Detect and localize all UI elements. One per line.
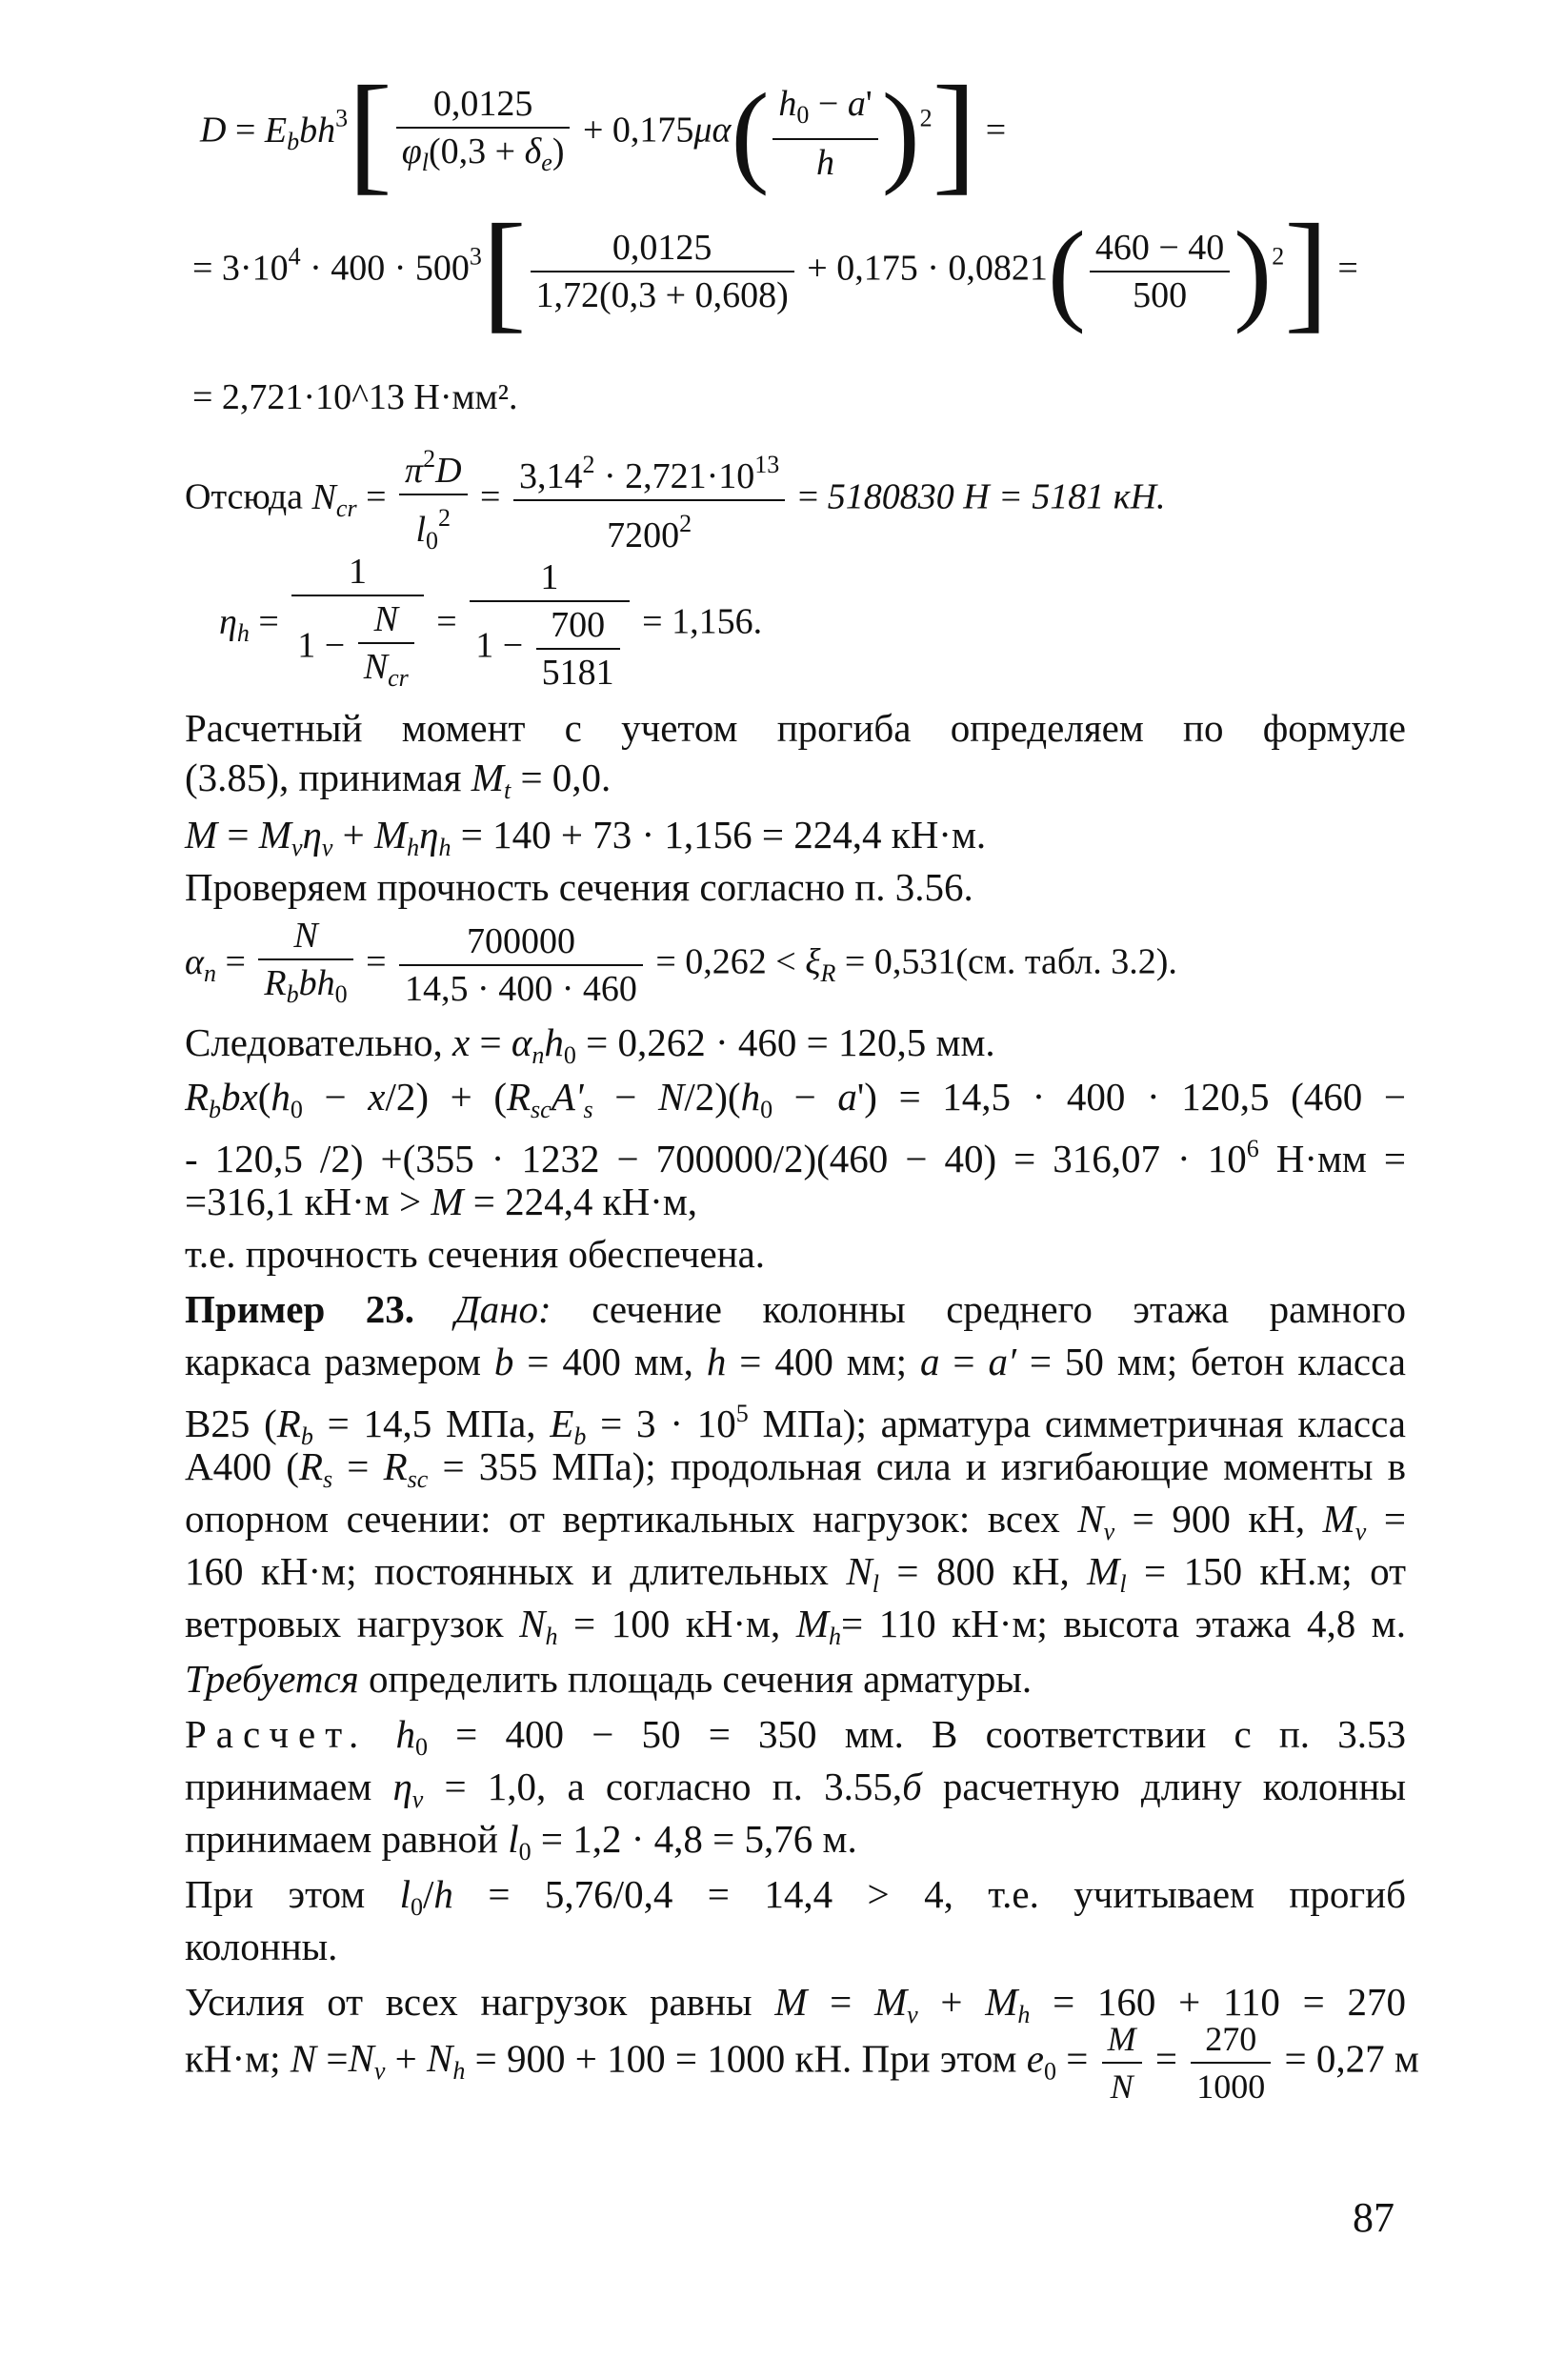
formula-d-result: = 2,721·10^13 Н·мм².: [192, 377, 518, 417]
example-23-l6: 160 кН·м; постоянных и длительных $N_l = 800$ кН, $M_l = 150$ кН.м; от: [185, 1549, 1406, 1598]
example-l1-text: сечение колонны среднего этажа рамного: [592, 1287, 1407, 1331]
calc-l1: Расчет. $h_0 = 400 - 50 = 350$ мм. В соответствии с п. 3.53: [185, 1712, 1406, 1761]
check-strength-line: Проверяем прочность сечения согласно п. 3.56.: [185, 865, 973, 909]
paragraph-moment-l2: (3.85), принимая $M_t = 0,0$.: [185, 756, 612, 804]
example-23-l7: ветровых нагрузок $N_h = 100$ кН·м, $M_h= 110$ кН·м; высота этажа 4,8 м.: [185, 1602, 1406, 1650]
page-number: 87: [1353, 2194, 1394, 2241]
formula-m: $M = M_v\eta_v + M_h\eta_h = 140 + 73 \cdot 1,156 = 224,4$ кН·м.: [185, 813, 987, 861]
calc-l2: принимаем $\eta_v = 1,0$, а согласно п. 3.55,б расчетную длину колонны: [185, 1765, 1406, 1813]
formula-ncr: Отсюда $N_{cr}$ = $\frac{\pi^2D}{l_0^2}$ = $\frac{3,14^2 \cdot 2,721\cdot 10^{13}}{7200^2}$ = 5180830 Н = 5181 кН.: [185, 438, 1166, 562]
example-given: Дано:: [454, 1287, 552, 1331]
formula-eta: $\eta_h$ = 1 1 − N $N_{cr}$ = 1 1 − $\frac{700}{5181}$ = 1,156.: [219, 552, 763, 693]
example-23-l3: В25 ($R_b = 14,5$ МПа, $E_b = 3 \cdot 10^5$ МПа); арматура симметричная класса: [185, 1400, 1407, 1450]
paragraph-moment-l1: Расчетный момент с учетом прогиба определяем по формуле: [185, 706, 1406, 750]
formula-d-definition: $D = E_bbh^3$[ $\frac{0,0125}{\varphi_l(0,3 + \delta_e)}$ + 0,175μα( $\frac{h_0 - a'}{h}$ )$^2$] =: [200, 59, 1007, 207]
example-23-l4: А400 ($R_s = R_{sc} = 355$ МПа); продольная сила и изгибающие моменты в: [185, 1444, 1407, 1493]
ncr-prefix: Отсюда: [185, 476, 304, 517]
required-word: Требуется: [185, 1657, 359, 1701]
formula-rb-l3: =316,1 кН·м > M = 224,4 кН·м,: [185, 1180, 698, 1223]
formula-rb-l2: - 120,5 $/2) +(355 \cdot 1232 - 700000/2)(460 - 40) = 316,07 \cdot 10^6$ Н·мм =: [185, 1135, 1407, 1180]
example-23-l1: [185, 1284, 1406, 1334]
formula-x: Следовательно, $x = \alpha_nh_0 = 0,262 \cdot 460 = 120,5$ мм.: [185, 1020, 995, 1069]
example-title: Пример 23.: [185, 1287, 415, 1331]
example-23-l5: опорном сечении: от вертикальных нагрузок: всех $N_v = 900$ кН, $M_v$ =: [185, 1497, 1406, 1545]
example-23-l2: каркаса размером b = 400 мм, h = 400 мм; a = a′ = 50 мм; бетон класса: [185, 1340, 1406, 1383]
calc-word: Расчет.: [185, 1712, 369, 1756]
pri-l1: При этом $l_0/h = 5,76/0,4 = 14,4 > 4$, т.е. учитываем прогиб: [185, 1872, 1406, 1921]
formula-d-calculation: = $3\cdot 10^4 \cdot 400 \cdot 500^3$[ $\frac{0,0125}{1,72(0,3 + 0,608)}$ + 0,175 · 0,0821( $\frac{460 - 40}{500}$ )$^2$] =: [192, 197, 1358, 345]
strength-ok-line: т.е. прочность сечения обеспечена.: [185, 1232, 766, 1276]
calc-l3: принимаем равной $l_0 = 1,2 \cdot 4,8 = 5,76$ м.: [185, 1817, 857, 1866]
required-rest: определить площадь сечения арматуры.: [369, 1657, 1033, 1701]
forces-l2: кН·м; $N =N_v + N_h = 900 + 100 = 1000$ кН. При этом $e_0$ = $\frac{M}{N}$ = $\frac{270}{1000}$ = 0,27 м: [185, 2020, 1419, 2106]
required-line: [185, 1654, 1406, 1704]
formula-rb-l1: $R_bbx(h_0 - x/2) + (R_{sc}A'_s - N/2)(h_0 - a') = 14,5 \cdot 400 \cdot 120,5$ (460 −: [185, 1075, 1407, 1123]
formula-alpha: $\alpha_n$ = N $R_bbh_0$ = $\frac{700000}{14,5 \cdot 400 \cdot 460}$ = $0,262 < \xi_R = 0,531(см$. табл. 3.2).: [185, 916, 1177, 1009]
pri-l2: колонны.: [185, 1925, 338, 1968]
forces-l1: Усилия от всех нагрузок равны $M = M_v + M_h = 160 + 110 = 270$: [185, 1980, 1406, 2028]
